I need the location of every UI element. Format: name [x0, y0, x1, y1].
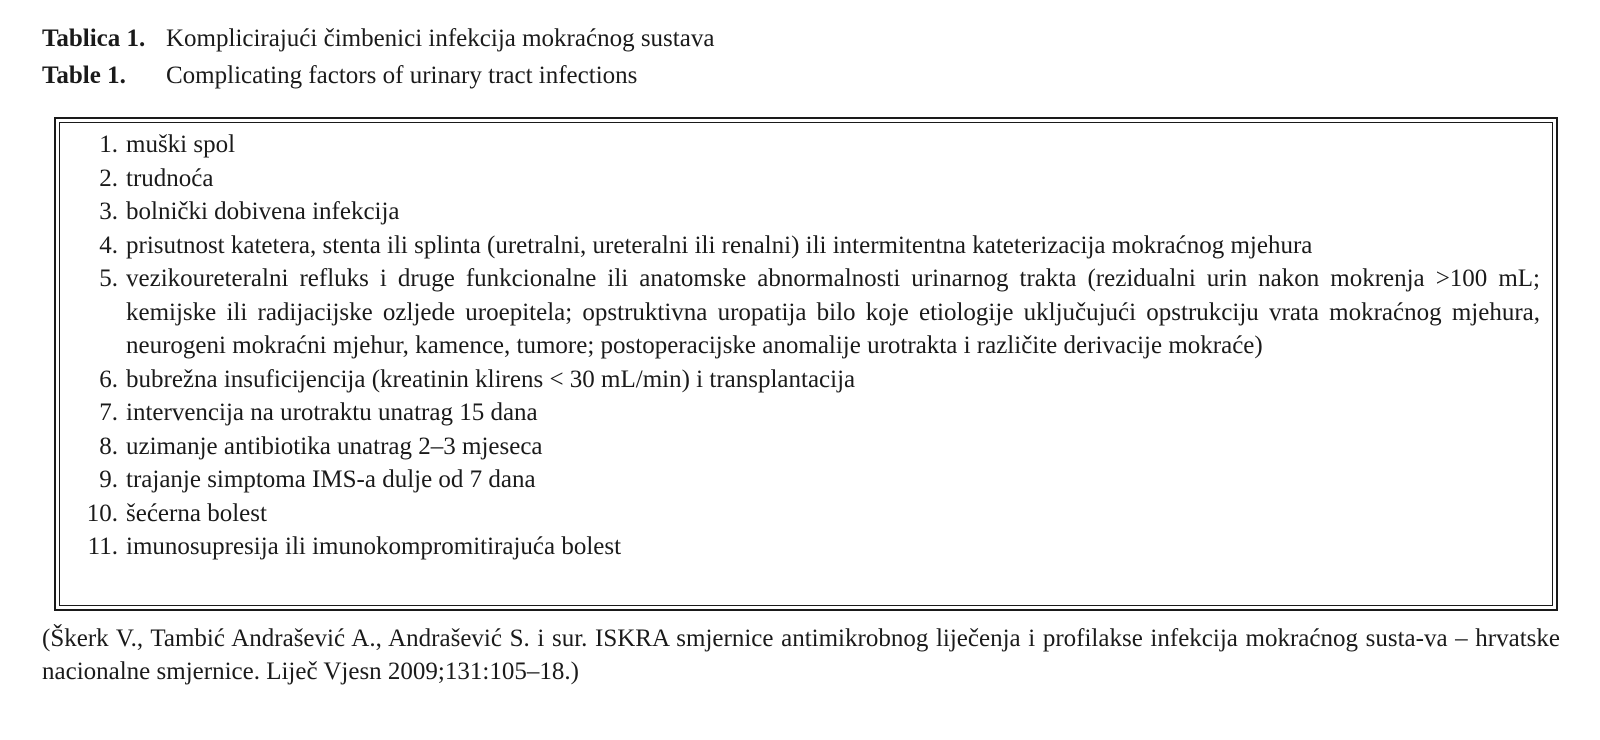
- list-item: [60, 162, 1552, 196]
- item-text: intervencija na urotraktu unatrag 15 dana: [126, 399, 538, 426]
- table-label-english: Table 1.: [42, 62, 126, 89]
- list-item: [60, 530, 1552, 564]
- factors-list: [60, 128, 1552, 564]
- item-text: bubrežna insuficijencija (kreatinin klirens < 30 mL/min) i transplantacija: [126, 365, 856, 393]
- item-number: 11.: [87, 533, 118, 560]
- item-number: 2.: [99, 164, 118, 192]
- item-number: 6.: [99, 365, 118, 393]
- item-text: trajanje simptoma IMS-a dulje od 7 dana: [126, 466, 536, 493]
- table-caption-croatian: [42, 24, 714, 54]
- item-number: 8.: [99, 432, 118, 460]
- item-number: 7.: [99, 399, 118, 426]
- item-number: 1.: [99, 131, 118, 158]
- item-number: 3.: [99, 198, 118, 225]
- table-caption-english: [42, 61, 637, 91]
- item-text: uzimanje antibiotika unatrag 2–3 mjeseca: [126, 432, 543, 460]
- list-item: [60, 229, 1552, 263]
- list-item: [60, 430, 1552, 464]
- item-number: 9.: [99, 466, 118, 493]
- factors-table-inner: [59, 122, 1553, 606]
- item-text: trudnoća: [126, 164, 214, 192]
- list-item: [60, 262, 1552, 363]
- source-reference: (Škerk V., Tambić Andrašević A., Andrašević S. i sur. ISKRA smjernice antimikrobnog liječenja i profilakse infekcija mokraćnog susta-va – hrvatske nacionalne smjernice. Liječ Vjesn 2009;131:105–18.): [42, 625, 1560, 685]
- item-text: vezikoureteralni refluks i druge funkcionalne ili anatomske abnormalnosti urinarnog trakta (rezidualni urin nakon mokrenja >100 mL; kemijske ili radijacijske ozljede uroepitela; opstruktivna uropatija bilo koje etiologije uključujući opstrukciju vrata mokraćnog mjehura, neurogeni mokraćni mjehur, kamence, tumore; postoperacijske anomalije urotrakta i različite derivacije mokraće): [126, 265, 1540, 359]
- item-number: 4.: [99, 231, 118, 259]
- item-text: prisutnost katetera, stenta ili splinta (uretralni, ureteralni ili renalni) ili intermitentna kateterizacija mokraćnog mjehura: [126, 231, 1313, 259]
- item-text: bolnički dobivena infekcija: [126, 198, 400, 225]
- item-text: imunosupresija ili imunokompromitirajuća bolest: [126, 533, 622, 560]
- list-item: [60, 128, 1552, 162]
- table-title-croatian: Komplicirajući čimbenici infekcija mokraćnog sustava: [166, 25, 715, 52]
- item-number: 5.: [99, 265, 118, 292]
- list-item: [60, 195, 1552, 229]
- item-number: 10.: [86, 499, 118, 527]
- item-text: muški spol: [126, 131, 236, 158]
- list-item: [60, 396, 1552, 430]
- table-label-croatian: Tablica 1.: [42, 25, 146, 52]
- list-item: [60, 363, 1552, 397]
- table-title-english: Complicating factors of urinary tract infections: [166, 62, 638, 89]
- item-text: šećerna bolest: [126, 499, 267, 527]
- list-item: [60, 463, 1552, 497]
- factors-table: [54, 117, 1558, 611]
- list-item: [60, 497, 1552, 531]
